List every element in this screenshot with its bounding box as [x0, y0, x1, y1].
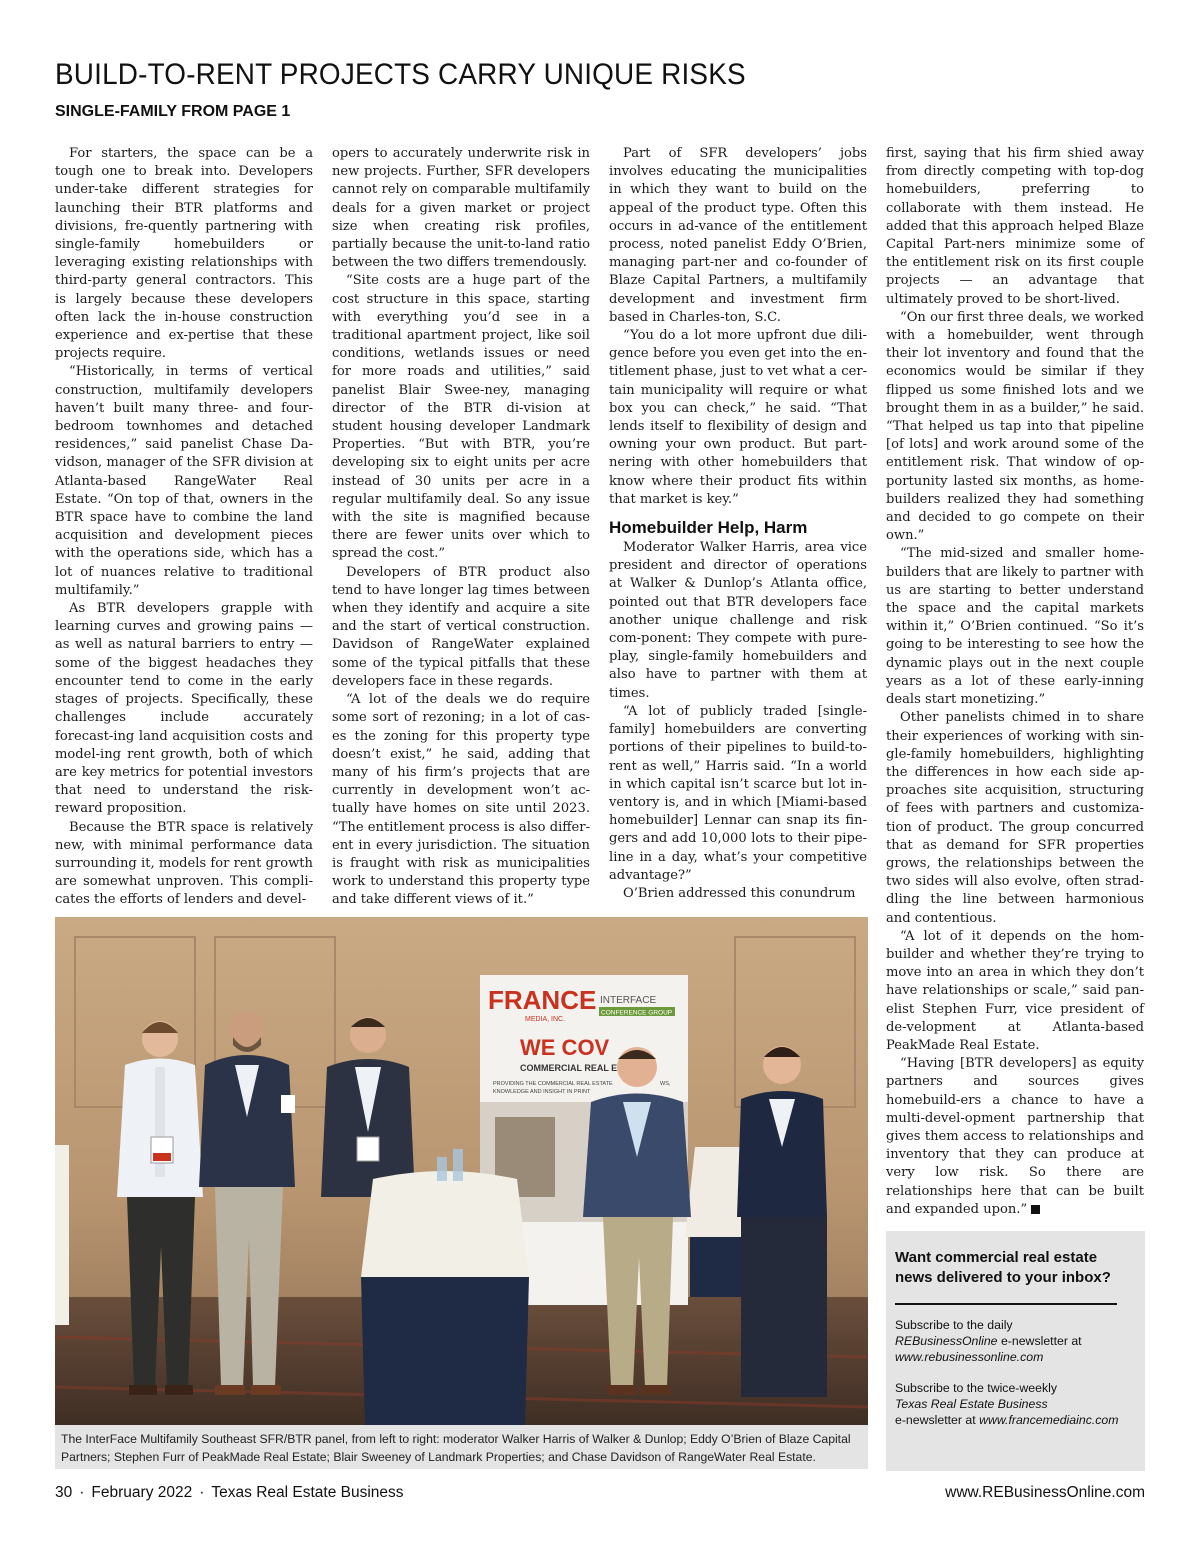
paragraph: “On our first three deals, we worked with a homebuilder, went through their lot inventory and found that the economics would be similar if they flipped us some finished lots and we brought them in as a builder,” he said. “That helped us tap into that pipeline [of lots] and work around some of the entitlement risk. That window of op-portunity lasted six months, as home-builders realized they had something and decided to go compete on their own.” — [886, 309, 1144, 544]
banner-line: KNOWLEDGE AND INSIGHT IN PRINT — [493, 1089, 591, 1095]
paragraph: opers to accurately underwrite risk in new projects. Further, SFR developers cannot rely on comparable multifamily deals for a given market or project size when creating risk profiles, partially because the unit-to-land ratio between the two differs tremendously. — [332, 146, 590, 271]
side-table-left — [55, 1145, 69, 1325]
paragraph: Developers of BTR product also tend to have longer lag times between when they identify and acquire a site and the start of vertical construction. Davidson of RangeWater explained some of the typical pitfalls that these developers face in these regards. — [332, 564, 590, 689]
photo-caption: The InterFace Multifamily Southeast SFR/BTR panel, from left to right: moderator Walker Harris of Walker & Dunlop; Eddy O’Brien of Blaze Capital Partners; Stephen Furr of PeakMade Real Estate; Blair Sweeney of Landmark Properties; and Chase Davidson of RangeWater Real Estate. — [55, 1425, 868, 1469]
paragraph: Moderator Walker Harris, area vice president and director of operations at Walker & Dunlop’s Atlanta office, pointed out that BTR developers face another unique challenge and risk com-ponent: They compete with pure-play, single-family homebuilders and also have to partner with them at times. — [609, 540, 867, 701]
banner-line: PROVIDING THE COMMERCIAL REAL ESTATE — [493, 1081, 613, 1087]
paragraph: For starters, the space can be a tough one to break into. Developers under-take different strategies for launching their BTR platforms and divisions, fre-quently partnering with single-family homebuilders or leveraging existing relationships with third-party general contractors. This is largely because these developers often lack the in-house construction experience and ex-pertise that these projects require. — [55, 146, 313, 362]
promo-weekly-link[interactable]: www.francemediainc.com — [979, 1413, 1119, 1427]
paragraph: “The mid-sized and smaller home-builders that are likely to partner with us are starting to better understand the space and the capital markets within it,” O’Brien continued. “So it’s going to be interesting to see how the dynamic plays out in the next couple years as a lot of these early-inning deals start monetizing.” — [886, 546, 1144, 708]
panel-photo — [55, 917, 868, 1425]
promo-daily-prefix: Subscribe to the daily — [895, 1318, 1013, 1332]
banner-partner-sub: CONFERENCE GROUP — [601, 1009, 673, 1017]
jump-line: SINGLE-FAMILY FROM PAGE 1 — [55, 103, 291, 120]
promo-daily-pub: REBusinessOnline — [895, 1334, 998, 1348]
banner-line: COMMERCIAL REAL E — [520, 1063, 618, 1073]
footer-separator: · — [199, 1484, 205, 1501]
promo-divider — [895, 1303, 1117, 1305]
banner-brand-sub: MEDIA, INC. — [525, 1016, 566, 1023]
paragraph-final — [886, 1055, 1144, 1219]
promo-daily-link[interactable]: www.rebusinessonline.com — [895, 1350, 1044, 1364]
newsletter-promo — [886, 1231, 1145, 1471]
banner-brand: FRANCE — [488, 985, 597, 1015]
paragraph: O’Brien addressed this conundrum — [623, 885, 856, 901]
paragraph: As BTR developers grapple with learning curves and growing pains — as well as natural barriers to entry — some of the biggest headaches they encounter tend to come in the early stages of projects. Specifically, these challenges include accurately forecast-ing land acquisition costs and model-ing rent growth, both of which are key metrics for potential investors that need to understand the risk-reward proposition. — [55, 601, 313, 817]
article-column-2 — [332, 145, 590, 910]
section-subhead: Homebuilder Help, Harm — [609, 518, 808, 538]
promo-weekly-prefix: Subscribe to the twice-weekly — [895, 1381, 1057, 1395]
promo-weekly-mid: e-newsletter at — [895, 1413, 980, 1427]
headline: BUILD-TO-RENT PROJECTS CARRY UNIQUE RISKS — [55, 58, 746, 91]
paragraph: Other panelists chimed in to share their experiences of working with sin-gle-family homebuilders, highlighting the differences in how each side ap-proaches site acquisition, structuring of fees with partners and customiza-tion of product. The group concurred that as demand for SFR properties grows, the relationships between the two sides will also evolve, often strad-dling the line between harmonious and contentious. — [886, 710, 1144, 926]
paragraph: “Historically, in terms of vertical construction, multifamily developers haven’t built many three- and four-bedroom townhomes and detached residences,” said panelist Chase Da-vidson, manager of the SFR division at Atlanta-based RangeWater Real Estate. “On top of that, owners in the BTR space have to combine the land acquisition and development pieces with the operations side, which has a lot of nuances relative to traditional multifamily.” — [55, 364, 313, 598]
person-5 — [737, 1046, 827, 1397]
page-number: 30 — [55, 1484, 73, 1501]
article-column-3 — [609, 145, 867, 903]
footer-separator: · — [79, 1484, 85, 1501]
promo-title: Want commercial real estate news delivered to your inbox? — [895, 1249, 1111, 1286]
banner-line: WS, — [660, 1081, 671, 1087]
paragraph-text: “Having [BTR developers] as equity partners and sources gives homebuild-ers a chance to have a multi-devel-opment partnership that gives them access to relationships and inventory that they can produce at very low risk. So there are relationships here that can be built and expanded upon.” — [886, 1056, 1144, 1217]
promo-daily — [895, 1317, 1135, 1365]
footer-website[interactable]: www.REBusinessOnline.com — [945, 1484, 1145, 1501]
promo-weekly-pub: Texas Real Estate Business — [895, 1397, 1048, 1411]
paragraph: Because the BTR space is relatively new, with minimal performance data surrounding it, models for rent growth are somewhat unproven. This compli-cates the efforts of lenders and devel- — [55, 819, 313, 908]
article-column-4 — [886, 145, 1144, 1219]
issue-date: February 2022 — [91, 1484, 193, 1501]
publication-name: Texas Real Estate Business — [211, 1484, 404, 1501]
paragraph: “You do a lot more upfront due dili-gence before you even get into the en-titlement phase, just to vet what a cer-tain municipality will require or what box you can check,” he said. “That lends itself to flexibility of design and owning your own product. But part-nering with other homebuilders that know where their product fits within that market is key.” — [609, 328, 867, 507]
promo-weekly — [895, 1380, 1135, 1428]
paragraph: “A lot of the deals we do require some sort of rezoning; in a lot of cas-es the zoning for this property type doesn’t exist,” he said, adding that many of his firm’s projects that are currently in development won’t ac-tually have homes on site until 2023. “The entitlement process is also differ-ent in every jurisdiction. The situation is fraught with risk as municipalities work to understand this property type and take different views of it.” — [332, 692, 590, 908]
paragraph: “Site costs are a huge part of the cost structure in this space, starting with everything you’d see in a traditional apartment project, like soil conditions, wetlands issues or need for more roads and utilities,” said panelist Blair Swee-ney, managing director of the BTR di-vision at student housing developer Landmark Properties. “But with BTR, you’re developing six to eight units per acre instead of 30 units per acre in a regular multifamily deal. So any issue with the site is magnified because there are fewer units over which to spread the cost.” — [332, 273, 590, 562]
paragraph: “A lot of publicly traded [single-family] homebuilders are converting portions of their pipelines to build-to-rent as well,” Harris said. “In a world in which capital isn’t scarce but lot in-ventory is, and in which [Miami-based homebuilder] Lennar can snap its fin-gers and add 10,000 lots to their pipe-line in a day, what’s your competitive advantage?” — [609, 703, 867, 883]
promo-daily-mid: e-newsletter at — [997, 1334, 1082, 1348]
center-table — [361, 1149, 529, 1425]
banner-headline: WE COV — [520, 1035, 610, 1060]
banner-partner: INTERFACE — [600, 995, 657, 1006]
end-mark-icon — [1031, 1205, 1040, 1214]
article-column-1 — [55, 145, 313, 910]
page-footer — [55, 1484, 404, 1502]
paragraph: “A lot of it depends on the hom-builder and whether they’re trying to move into an area in which they don’t have relationships or scale,” said pan-elist Stephen Furr, vice president of de-velopment at Atlanta-based PeakMade Real Estate. — [886, 928, 1144, 1053]
paragraph: first, saying that his firm shied away from directly competing with top-dog homebuilders, preferring to collaborate with them instead. He added that this approach helped Blaze Capital Part-ners minimize some of the entitlement risk on its first couple projects — an advantage that ultimately proved to be short-lived. — [886, 146, 1144, 307]
paragraph: Part of SFR developers’ jobs involves educating the municipalities in which they want to build on the appeal of the product type. Often this occurs in ad-vance of the entitlement process, noted panelist Eddy O’Brien, managing part-ner and co-founder of Blaze Capital Partners, a multifamily development and investment firm based in Charles-ton, S.C. — [609, 146, 867, 325]
